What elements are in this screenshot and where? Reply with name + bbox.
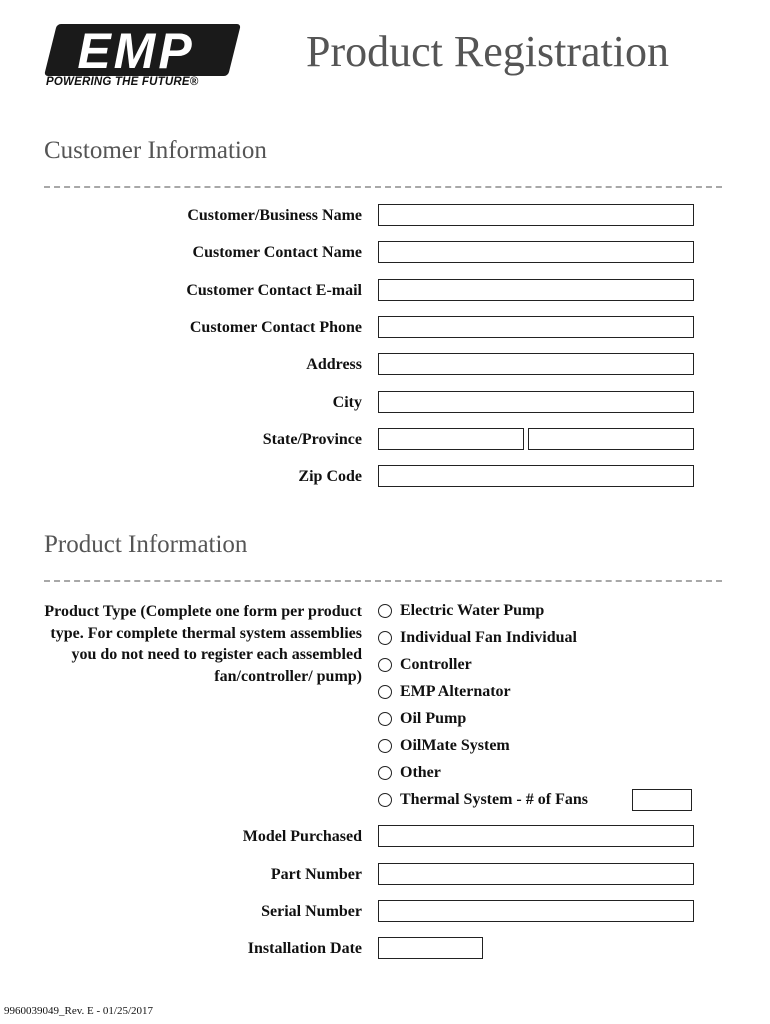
model-purchased-field[interactable] — [378, 825, 694, 847]
model-purchased-label: Model Purchased — [242, 828, 362, 845]
page-title: Product Registration — [306, 27, 669, 76]
city-field[interactable] — [378, 391, 694, 413]
radio-label: Oil Pump — [400, 710, 467, 727]
customer-contact-email-field[interactable] — [378, 279, 694, 301]
city-label: City — [332, 394, 362, 411]
installation-date-field[interactable] — [378, 937, 483, 959]
address-field[interactable] — [378, 353, 694, 375]
product-section-heading: Product Information — [44, 531, 248, 558]
customer-business-name-field[interactable] — [378, 204, 694, 226]
zip-code-row — [0, 465, 770, 489]
serial-number-field[interactable] — [378, 900, 694, 922]
customer-section-heading: Customer Information — [44, 137, 267, 164]
logo-tagline: POWERING THE FUTURE® — [46, 76, 199, 88]
radio-button-icon[interactable] — [378, 712, 392, 726]
customer-contact-name-row — [0, 241, 770, 265]
product-section-divider — [44, 580, 722, 582]
radio-button-icon[interactable] — [378, 739, 392, 753]
installation-date-row — [0, 937, 770, 961]
model-purchased-row — [0, 825, 770, 849]
state-field[interactable] — [378, 428, 524, 450]
radio-button-icon[interactable] — [378, 658, 392, 672]
radio-label: Individual Fan Individual — [400, 629, 577, 646]
customer-business-name-label: Customer/Business Name — [187, 207, 362, 224]
radio-label: EMP Alternator — [400, 683, 511, 700]
logo-text: EMP — [77, 23, 195, 79]
address-label: Address — [306, 356, 362, 373]
serial-number-label: Serial Number — [261, 903, 362, 920]
part-number-row — [0, 863, 770, 887]
radio-button-icon[interactable] — [378, 793, 392, 807]
radio-button-icon[interactable] — [378, 685, 392, 699]
address-row — [0, 353, 770, 377]
radio-label: Controller — [400, 656, 472, 673]
customer-contact-phone-label: Customer Contact Phone — [189, 319, 362, 336]
radio-button-icon[interactable] — [378, 631, 392, 645]
radio-button-icon[interactable] — [378, 604, 392, 618]
radio-label: Other — [400, 764, 441, 781]
product-type-label: Product Type (Complete one form per product type. For complete thermal system assemblies you do not need to register each assembled fan/controller/ pump) — [44, 603, 362, 685]
part-number-field[interactable] — [378, 863, 694, 885]
serial-number-row — [0, 900, 770, 924]
customer-contact-name-label: Customer Contact Name — [192, 244, 362, 261]
customer-business-name-row — [0, 204, 770, 228]
customer-contact-name-field[interactable] — [378, 241, 694, 263]
radio-label: Electric Water Pump — [400, 602, 545, 619]
zip-code-field[interactable] — [378, 465, 694, 487]
customer-contact-email-row — [0, 279, 770, 303]
radio-button-icon[interactable] — [378, 766, 392, 780]
state-province-label: State/Province — [262, 431, 362, 448]
customer-section-divider — [44, 186, 722, 188]
customer-contact-phone-row — [0, 316, 770, 340]
state-province-row — [0, 428, 770, 452]
zip-code-label: Zip Code — [298, 468, 362, 485]
installation-date-label: Installation Date — [247, 940, 362, 957]
part-number-label: Part Number — [270, 866, 362, 883]
document-revision-footer: 9960039049_Rev. E - 01/25/2017 — [4, 1005, 153, 1017]
city-row — [0, 391, 770, 415]
emp-logo — [44, 24, 234, 90]
radio-label: OilMate System — [400, 737, 510, 754]
radio-label: Thermal System - # of Fans — [400, 791, 588, 808]
number-of-fans-field[interactable] — [632, 789, 692, 811]
customer-contact-phone-field[interactable] — [378, 316, 694, 338]
customer-contact-email-label: Customer Contact E-mail — [186, 282, 362, 299]
province-field[interactable] — [528, 428, 694, 450]
